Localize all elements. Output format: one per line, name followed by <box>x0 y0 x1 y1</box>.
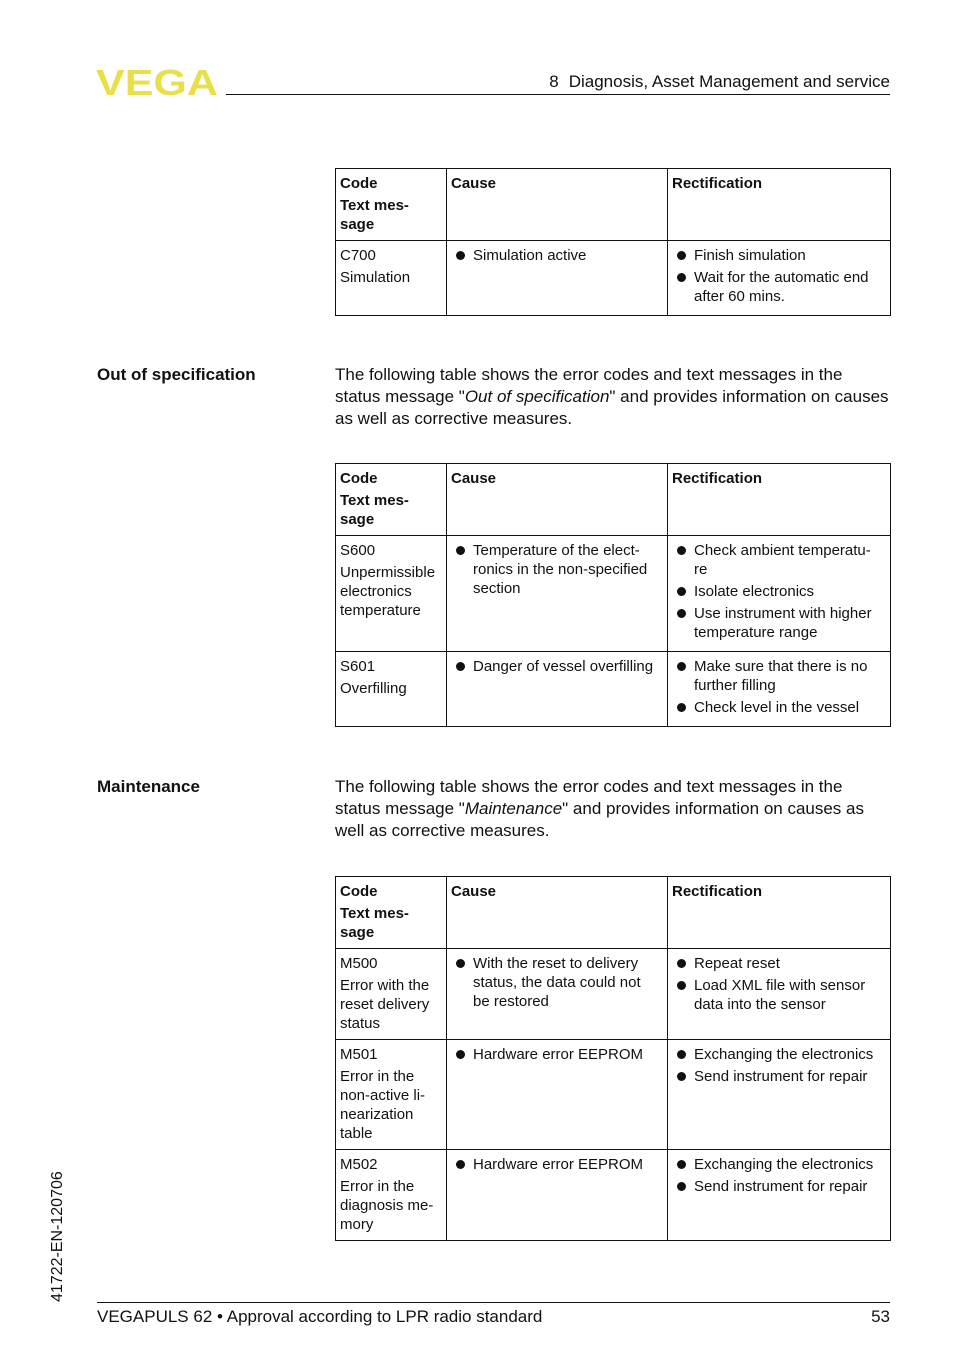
bullet-icon <box>456 251 465 260</box>
cause-item <box>473 1155 663 1174</box>
bullet-icon <box>677 959 686 968</box>
rectification-item <box>694 246 886 265</box>
cause-cell <box>447 652 668 727</box>
rectification-list <box>672 246 886 306</box>
rectification-cell <box>668 1040 891 1150</box>
rectification-text: Isolate electronics <box>694 583 815 600</box>
rectification-item <box>694 1067 886 1086</box>
cause-item <box>473 657 663 676</box>
table-row <box>336 949 891 1040</box>
cause-cell <box>447 1040 668 1150</box>
code-cell <box>336 1040 447 1150</box>
bullet-icon <box>677 1050 686 1059</box>
bullet-icon <box>677 1072 686 1081</box>
cause-item <box>473 541 663 598</box>
cause-cell <box>447 241 668 316</box>
cause-text: Hardware error EEPROM <box>473 1156 644 1173</box>
text-message: Error in the non-active li- nearization table <box>340 1068 426 1142</box>
bullet-icon <box>456 959 465 968</box>
header-text-message: Text mes- sage <box>340 905 409 941</box>
rectification-text: Wait for the automatic end after 60 mins. <box>694 269 869 305</box>
maintenance-table <box>335 876 891 1241</box>
out-of-specification-intro: The following table shows the error codes and text messages in the status message "Out of specification" and provides information on causes as well as corrective measures. <box>335 365 889 428</box>
bullet-icon <box>677 662 686 671</box>
code-cell <box>336 536 447 652</box>
rectification-list <box>672 541 886 642</box>
rectification-list <box>672 657 886 717</box>
cause-cell <box>447 1150 668 1241</box>
table-header-row <box>336 464 891 536</box>
header-code: Code <box>340 883 378 900</box>
code-cell <box>336 1150 447 1241</box>
header-code-cell <box>336 877 447 949</box>
code-cell <box>336 652 447 727</box>
out-of-specification-table <box>335 463 891 727</box>
rectification-cell <box>668 652 891 727</box>
cause-item <box>473 1045 663 1064</box>
rectification-item <box>694 604 886 642</box>
rectification-item <box>694 976 886 1014</box>
section-label-out-of-specification: Out of specification <box>97 365 256 384</box>
header-cause: Cause <box>447 464 668 536</box>
function-check-table <box>335 168 891 316</box>
rectification-text: Exchanging the electronics <box>694 1156 874 1173</box>
header-rectification: Rectification <box>668 169 891 241</box>
cause-list <box>451 246 663 265</box>
rectification-text: Finish simulation <box>694 247 806 264</box>
error-code: M501 <box>340 1046 378 1063</box>
bullet-icon <box>677 981 686 990</box>
vega-logo <box>96 66 220 98</box>
bullet-icon <box>677 273 686 282</box>
text-message: Error with the reset delivery status <box>340 977 430 1032</box>
header-code: Code <box>340 175 378 192</box>
rectification-text: Send instrument for repair <box>694 1178 868 1195</box>
table-row <box>336 1040 891 1150</box>
cause-item <box>473 246 663 265</box>
code-cell <box>336 241 447 316</box>
cause-item <box>473 954 663 1011</box>
cause-list <box>451 657 663 676</box>
rectification-list <box>672 1045 886 1086</box>
error-code: M502 <box>340 1156 378 1173</box>
rectification-item <box>694 1045 886 1064</box>
bullet-icon <box>677 587 686 596</box>
rectification-text: Use instrument with higher temperature range <box>694 605 872 641</box>
rectification-cell <box>668 536 891 652</box>
bullet-icon <box>677 609 686 618</box>
bullet-icon <box>677 703 686 712</box>
cause-list <box>451 954 663 1011</box>
rectification-item <box>694 582 886 601</box>
bullet-icon <box>456 662 465 671</box>
svg-text:VEGA: VEGA <box>96 66 218 98</box>
rectification-item <box>694 1155 886 1174</box>
error-code: C700 <box>340 247 376 264</box>
header-code-cell <box>336 464 447 536</box>
bullet-icon <box>456 546 465 555</box>
bullet-icon <box>456 1050 465 1059</box>
header-cause: Cause <box>447 877 668 949</box>
table-header-row <box>336 877 891 949</box>
cause-text: With the reset to delivery status, the data could not be restored <box>473 955 641 1010</box>
bullet-icon <box>677 1160 686 1169</box>
rectification-cell <box>668 949 891 1040</box>
code-cell <box>336 949 447 1040</box>
rectification-item <box>694 657 886 695</box>
cause-text: Temperature of the elect- ronics in the non-specified section <box>473 542 648 597</box>
text-message: Simulation <box>340 269 411 286</box>
text-message: Overfilling <box>340 680 407 697</box>
rectification-item <box>694 1177 886 1196</box>
cause-text: Hardware error EEPROM <box>473 1046 644 1063</box>
chapter-number: 8 <box>549 72 559 91</box>
document-code: 41722-EN-120706 <box>49 1171 66 1302</box>
cause-list <box>451 1045 663 1064</box>
header-text-message: Text mes- sage <box>340 197 409 233</box>
bullet-icon <box>677 1182 686 1191</box>
cause-cell <box>447 949 668 1040</box>
table-row <box>336 536 891 652</box>
rectification-text: Check level in the vessel <box>694 699 860 716</box>
header-rule <box>226 94 890 95</box>
rectification-text: Load XML file with sensor data into the sensor <box>694 977 866 1013</box>
page-number: 53 <box>871 1307 890 1326</box>
cause-text: Simulation active <box>473 247 587 264</box>
cause-text: Danger of vessel overfilling <box>473 658 654 675</box>
rectification-item <box>694 698 886 717</box>
chapter-header <box>549 72 890 92</box>
rectification-item <box>694 541 886 579</box>
rectification-text: Make sure that there is no further filling <box>694 658 868 694</box>
rectification-text: Repeat reset <box>694 955 780 972</box>
cause-list <box>451 1155 663 1174</box>
rectification-item <box>694 268 886 306</box>
text-message: Unpermissible electronics temperature <box>340 564 436 619</box>
header-rectification: Rectification <box>668 464 891 536</box>
bullet-icon <box>456 1160 465 1169</box>
rectification-cell <box>668 241 891 316</box>
header-code: Code <box>340 470 378 487</box>
error-code: S600 <box>340 542 376 559</box>
bullet-icon <box>677 251 686 260</box>
cause-list <box>451 541 663 598</box>
header-code-cell <box>336 169 447 241</box>
error-code: M500 <box>340 955 378 972</box>
header-cause: Cause <box>447 169 668 241</box>
error-code: S601 <box>340 658 376 675</box>
table-header-row <box>336 169 891 241</box>
rectification-item <box>694 954 886 973</box>
rectification-text: Exchanging the electronics <box>694 1046 874 1063</box>
header-text-message: Text mes- sage <box>340 492 409 528</box>
table-row <box>336 241 891 316</box>
footer-rule <box>97 1302 890 1303</box>
table-row <box>336 1150 891 1241</box>
maintenance-intro: The following table shows the error codes and text messages in the status message "Maintenance" and provides information on causes as well as corrective measures. <box>335 777 864 840</box>
rectification-text: Send instrument for repair <box>694 1068 868 1085</box>
header-rectification: Rectification <box>668 877 891 949</box>
bullet-icon <box>677 546 686 555</box>
rectification-cell <box>668 1150 891 1241</box>
section-label-maintenance: Maintenance <box>97 777 200 796</box>
text-message: Error in the diagnosis me- mory <box>340 1178 434 1233</box>
cause-cell <box>447 536 668 652</box>
chapter-title: Diagnosis, Asset Management and service <box>568 72 890 91</box>
table-row <box>336 652 891 727</box>
rectification-text: Check ambient temperatu- re <box>694 542 871 578</box>
rectification-list <box>672 1155 886 1196</box>
footer-title: VEGAPULS 62 • Approval according to LPR radio standard <box>97 1307 543 1326</box>
rectification-list <box>672 954 886 1014</box>
